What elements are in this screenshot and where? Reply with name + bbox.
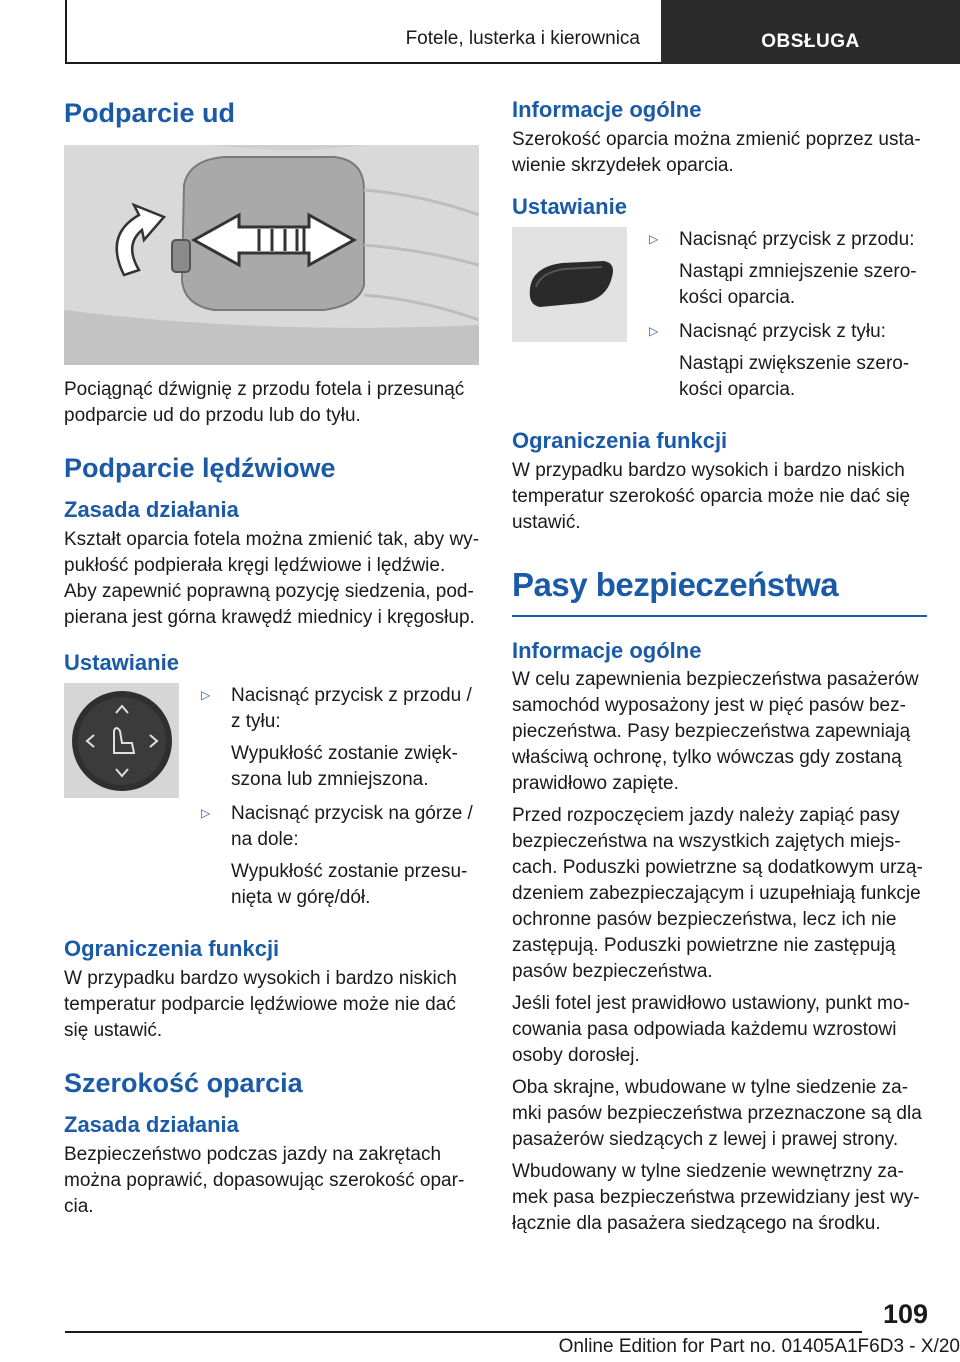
belts-general-heading: Informacje ogólne	[512, 637, 702, 663]
step-action: Nacisnąć przycisk z przodu / z tyłu:	[231, 685, 472, 733]
header-chapter-tab[interactable]: OBSŁUGA	[661, 0, 960, 64]
lumbar-4way-switch-illustration	[64, 683, 179, 798]
seat-belts-title-rule	[512, 615, 927, 617]
thigh-support-title: Podparcie ud	[64, 98, 236, 128]
lumbar-limits-text: W przypadku bardzo wysokich i bardzo niskich temperatur podparcie lędźwiowe może nie dać się ustawić.	[64, 967, 457, 1041]
width-step-2	[649, 319, 927, 403]
width-limits-heading: Ograniczenia funkcji	[512, 428, 728, 454]
lumbar-support-title: Podparcie lędźwiowe	[64, 453, 336, 484]
width-rocker-button-illustration	[512, 227, 627, 342]
belts-paragraph: W celu zapewnienia bezpieczeństwa pasażerów samochód wyposażony jest w pięć pasów bezpieczeństwa. Pasy bezpieczeństwa zapewniają właściwą ochronę, tylko wówczas gdy zostaną prawidłowo zapięte.	[512, 669, 919, 795]
seat-belts-title: Pasy bezpieczeństwa	[512, 565, 839, 603]
lumbar-adjust-heading: Ustawianie	[64, 649, 179, 675]
step-result: Wypukłość zostanie przesunięta w górę/dół.	[231, 861, 468, 909]
step-result: Nastąpi zmniejszenie szerokości oparcia.	[679, 261, 917, 309]
width-step-1	[649, 227, 927, 311]
width-general-text: Szerokość oparcia można zmienić poprzez ustawienie skrzydełek oparcia.	[512, 128, 921, 176]
lumbar-step-2	[201, 801, 479, 911]
page-number: 109	[882, 1299, 928, 1329]
bullet-triangle-icon: ▷	[649, 324, 659, 339]
backrest-width-title: Szerokość oparcia	[64, 1067, 303, 1098]
step-result: Nastąpi zwiększenie szerokości oparcia.	[679, 353, 910, 401]
width-step-list	[639, 227, 927, 403]
header-rule-left	[65, 0, 67, 64]
header-section-title: Fotele, lusterka i kierownica	[405, 28, 640, 49]
lumbar-principle-heading: Zasada działania	[64, 497, 239, 523]
belts-paragraph: Przed rozpoczęciem jazdy należy zapiąć pasy bezpieczeństwa na wszystkich zajętych miejscach. Poduszki powietrzne są dodatkowym urządzeniem zabezpieczającym i uzupełniają funkcje ochronne pasów bezpieczeństwa, lecz ich nie zastępują. Poduszki powietrzne nie zastępują pasów bezpieczeństwa.	[512, 805, 923, 983]
belts-paragraph: Jeśli fotel jest prawidłowo ustawiony, punkt mocowania pasa odpowiada każdemu wzrostowi osoby dorosłej.	[512, 993, 910, 1067]
right-column	[512, 96, 927, 1237]
width-button-image	[512, 227, 627, 342]
thigh-support-caption: Pociągnąć dźwignię z przodu fotela i przesunąć podparcie ud do przodu lub do tyłu.	[64, 379, 465, 427]
edition-footer: Online Edition for Part no. 01405A1F6D3 - X/20	[558, 1336, 960, 1357]
step-action: Nacisnąć przycisk z przodu:	[679, 229, 915, 251]
left-column	[64, 96, 479, 1220]
width-principle-text: Bezpieczeństwo podczas jazdy na zakrętach można poprawić, dopasowując szerokość oparcia.	[64, 1143, 465, 1217]
belts-paragraph: Wbudowany w tylne siedzenie wewnętrzny zamek pasa bezpieczeństwa przewidziany jest wyłącznie dla pasażera siedzącego na środku.	[512, 1161, 920, 1235]
header-rule-bottom	[65, 62, 661, 64]
bullet-triangle-icon: ▷	[201, 688, 211, 703]
lumbar-control-image	[64, 683, 179, 798]
width-limits-text: W przypadku bardzo wysokich i bardzo niskich temperatur szerokość oparcia może nie dać się ustawić.	[512, 459, 911, 533]
width-principle-heading: Zasada działania	[64, 1112, 239, 1138]
thigh-support-illustration	[64, 145, 479, 365]
step-result: Wypukłość zostanie zwiększona lub zmniejszona.	[231, 743, 458, 791]
step-action: Nacisnąć przycisk na górze / na dole:	[231, 803, 473, 851]
lumbar-step-1	[201, 683, 479, 793]
lumbar-limits-heading: Ograniczenia funkcji	[64, 936, 280, 962]
width-adjust-heading: Ustawianie	[512, 193, 627, 219]
bullet-triangle-icon: ▷	[201, 806, 211, 821]
lumbar-step-list	[191, 683, 479, 911]
bullet-triangle-icon: ▷	[649, 232, 659, 247]
lumbar-adjust-instructions	[64, 683, 479, 911]
lumbar-principle-text: Kształt oparcia fotela można zmienić tak, aby wypukłość podpierała kręgi lędźwiowe i lędźwie. Aby zapewnić poprawną pozycję siedzenia, podpierana jest górna krawędź miednicy i kręgosłup.	[64, 528, 480, 628]
thigh-support-photo	[64, 145, 479, 365]
width-general-heading: Informacje ogólne	[512, 97, 702, 122]
footer-rule	[65, 1331, 862, 1333]
belts-paragraph: Oba skrajne, wbudowane w tylne siedzenie zamki pasów bezpieczeństwa przeznaczone są dla pasażerów siedzących z lewej i prawej strony.	[512, 1077, 922, 1151]
step-action: Nacisnąć przycisk z tyłu:	[679, 321, 886, 343]
width-adjust-instructions	[512, 227, 927, 403]
